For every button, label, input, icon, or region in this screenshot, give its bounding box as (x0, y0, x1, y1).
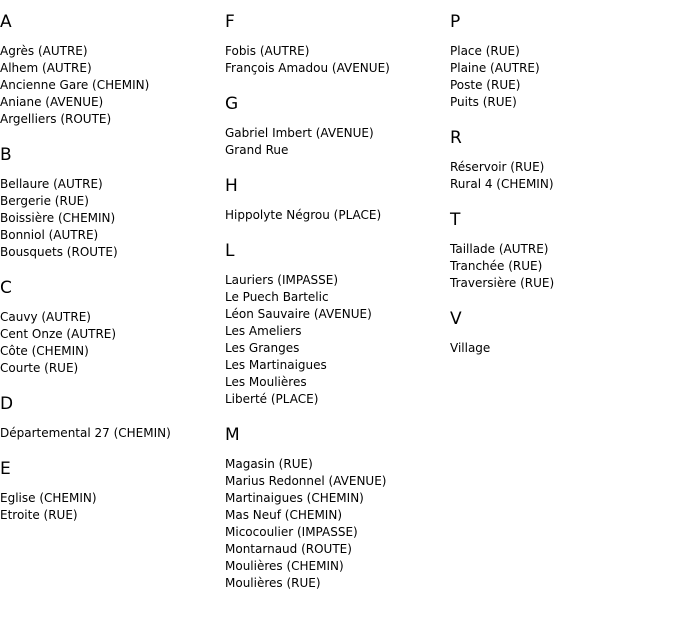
street-link[interactable]: Martinaigues (CHEMIN) (225, 491, 364, 505)
section-letter-heading: C (0, 278, 12, 298)
street-link[interactable]: Lauriers (IMPASSE) (225, 273, 339, 287)
section-letter-heading: F (225, 12, 235, 32)
street-list (450, 159, 675, 193)
column-3 (450, 0, 675, 374)
street-link[interactable]: Bousquets (ROUTE) (0, 245, 118, 259)
letter-section (225, 176, 450, 224)
street-list (0, 176, 225, 261)
letter-section (225, 94, 450, 159)
street-link[interactable]: Les Martinaigues (225, 358, 327, 372)
letter-section (0, 459, 225, 524)
street-list (450, 241, 675, 292)
letter-section (225, 12, 450, 77)
street-list (450, 340, 675, 357)
street-link[interactable]: Argelliers (ROUTE) (0, 112, 112, 126)
street-link[interactable]: Moulières (CHEMIN) (225, 559, 344, 573)
street-link[interactable]: Boissière (CHEMIN) (0, 211, 116, 225)
street-link[interactable]: Bonniol (AUTRE) (0, 228, 99, 242)
street-link[interactable]: Les Moulières (225, 375, 307, 389)
street-list (225, 456, 450, 592)
street-link[interactable]: Courte (RUE) (0, 361, 79, 375)
street-link[interactable]: Marius Redonnel (AVENUE) (225, 474, 387, 488)
section-letter-heading: B (0, 145, 12, 165)
street-link[interactable]: Cauvy (AUTRE) (0, 310, 91, 324)
street-list (0, 43, 225, 128)
street-link[interactable]: Cent Onze (AUTRE) (0, 327, 117, 341)
street-link[interactable]: Puits (RUE) (450, 95, 517, 109)
street-link[interactable]: Bellaure (AUTRE) (0, 177, 103, 191)
street-link[interactable]: Eglise (CHEMIN) (0, 491, 97, 505)
letter-section (0, 278, 225, 377)
street-link[interactable]: Ancienne Gare (CHEMIN) (0, 78, 150, 92)
street-list (0, 425, 225, 442)
street-link[interactable]: François Amadou (AVENUE) (225, 61, 390, 75)
street-link[interactable]: Poste (RUE) (450, 78, 521, 92)
street-link[interactable]: Bergerie (RUE) (0, 194, 89, 208)
street-list (225, 272, 450, 408)
street-link[interactable]: Rural 4 (CHEMIN) (450, 177, 554, 191)
street-link[interactable]: Le Puech Bartelic (225, 290, 329, 304)
letter-section (450, 210, 675, 292)
section-letter-heading: L (225, 241, 235, 261)
letter-section (0, 145, 225, 261)
street-link[interactable]: Départemental 27 (CHEMIN) (0, 426, 171, 440)
column-2 (225, 0, 450, 609)
street-link[interactable]: Taillade (AUTRE) (450, 242, 549, 256)
letter-section (0, 12, 225, 128)
street-link[interactable]: Liberté (PLACE) (225, 392, 319, 406)
street-link[interactable]: Tranchée (RUE) (450, 259, 543, 273)
street-link[interactable]: Mas Neuf (CHEMIN) (225, 508, 342, 522)
section-letter-heading: A (0, 12, 12, 32)
street-link[interactable]: Hippolyte Négrou (PLACE) (225, 208, 382, 222)
street-link[interactable]: Grand Rue (225, 143, 289, 157)
letter-section (0, 394, 225, 442)
street-link[interactable]: Magasin (RUE) (225, 457, 313, 471)
letter-section (225, 241, 450, 408)
street-link[interactable]: Village (450, 341, 491, 355)
street-link[interactable]: Traversière (RUE) (450, 276, 555, 290)
street-link[interactable]: Les Ameliers (225, 324, 302, 338)
street-link[interactable]: Les Granges (225, 341, 300, 355)
section-letter-heading: D (0, 394, 14, 414)
street-link[interactable]: Place (RUE) (450, 44, 520, 58)
section-letter-heading: V (450, 309, 462, 329)
section-letter-heading: E (0, 459, 11, 479)
street-link[interactable]: Plaine (AUTRE) (450, 61, 540, 75)
section-letter-heading: H (225, 176, 238, 196)
street-link[interactable]: Montarnaud (ROUTE) (225, 542, 352, 556)
street-link[interactable]: Aniane (AVENUE) (0, 95, 104, 109)
street-link[interactable]: Fobis (AUTRE) (225, 44, 310, 58)
street-list (225, 125, 450, 159)
street-link[interactable]: Gabriel Imbert (AVENUE) (225, 126, 374, 140)
letter-section (450, 309, 675, 357)
street-list (225, 43, 450, 77)
section-letter-heading: P (450, 12, 461, 32)
street-link[interactable]: Micocoulier (IMPASSE) (225, 525, 358, 539)
street-list (0, 490, 225, 524)
letter-section (450, 128, 675, 193)
street-link[interactable]: Réservoir (RUE) (450, 160, 545, 174)
street-list (0, 309, 225, 377)
street-link[interactable]: Alhem (AUTRE) (0, 61, 92, 75)
street-link[interactable]: Moulières (RUE) (225, 576, 321, 590)
street-link[interactable]: Agrès (AUTRE) (0, 44, 88, 58)
section-letter-heading: M (225, 425, 240, 445)
letter-section (450, 12, 675, 111)
street-list (450, 43, 675, 111)
street-link[interactable]: Etroite (RUE) (0, 508, 78, 522)
section-letter-heading: T (450, 210, 461, 230)
section-letter-heading: R (450, 128, 462, 148)
letter-section (225, 425, 450, 592)
section-letter-heading: G (225, 94, 239, 114)
street-link[interactable]: Côte (CHEMIN) (0, 344, 89, 358)
street-list (225, 207, 450, 224)
street-link[interactable]: Léon Sauvaire (AVENUE) (225, 307, 372, 321)
column-1 (0, 0, 225, 541)
